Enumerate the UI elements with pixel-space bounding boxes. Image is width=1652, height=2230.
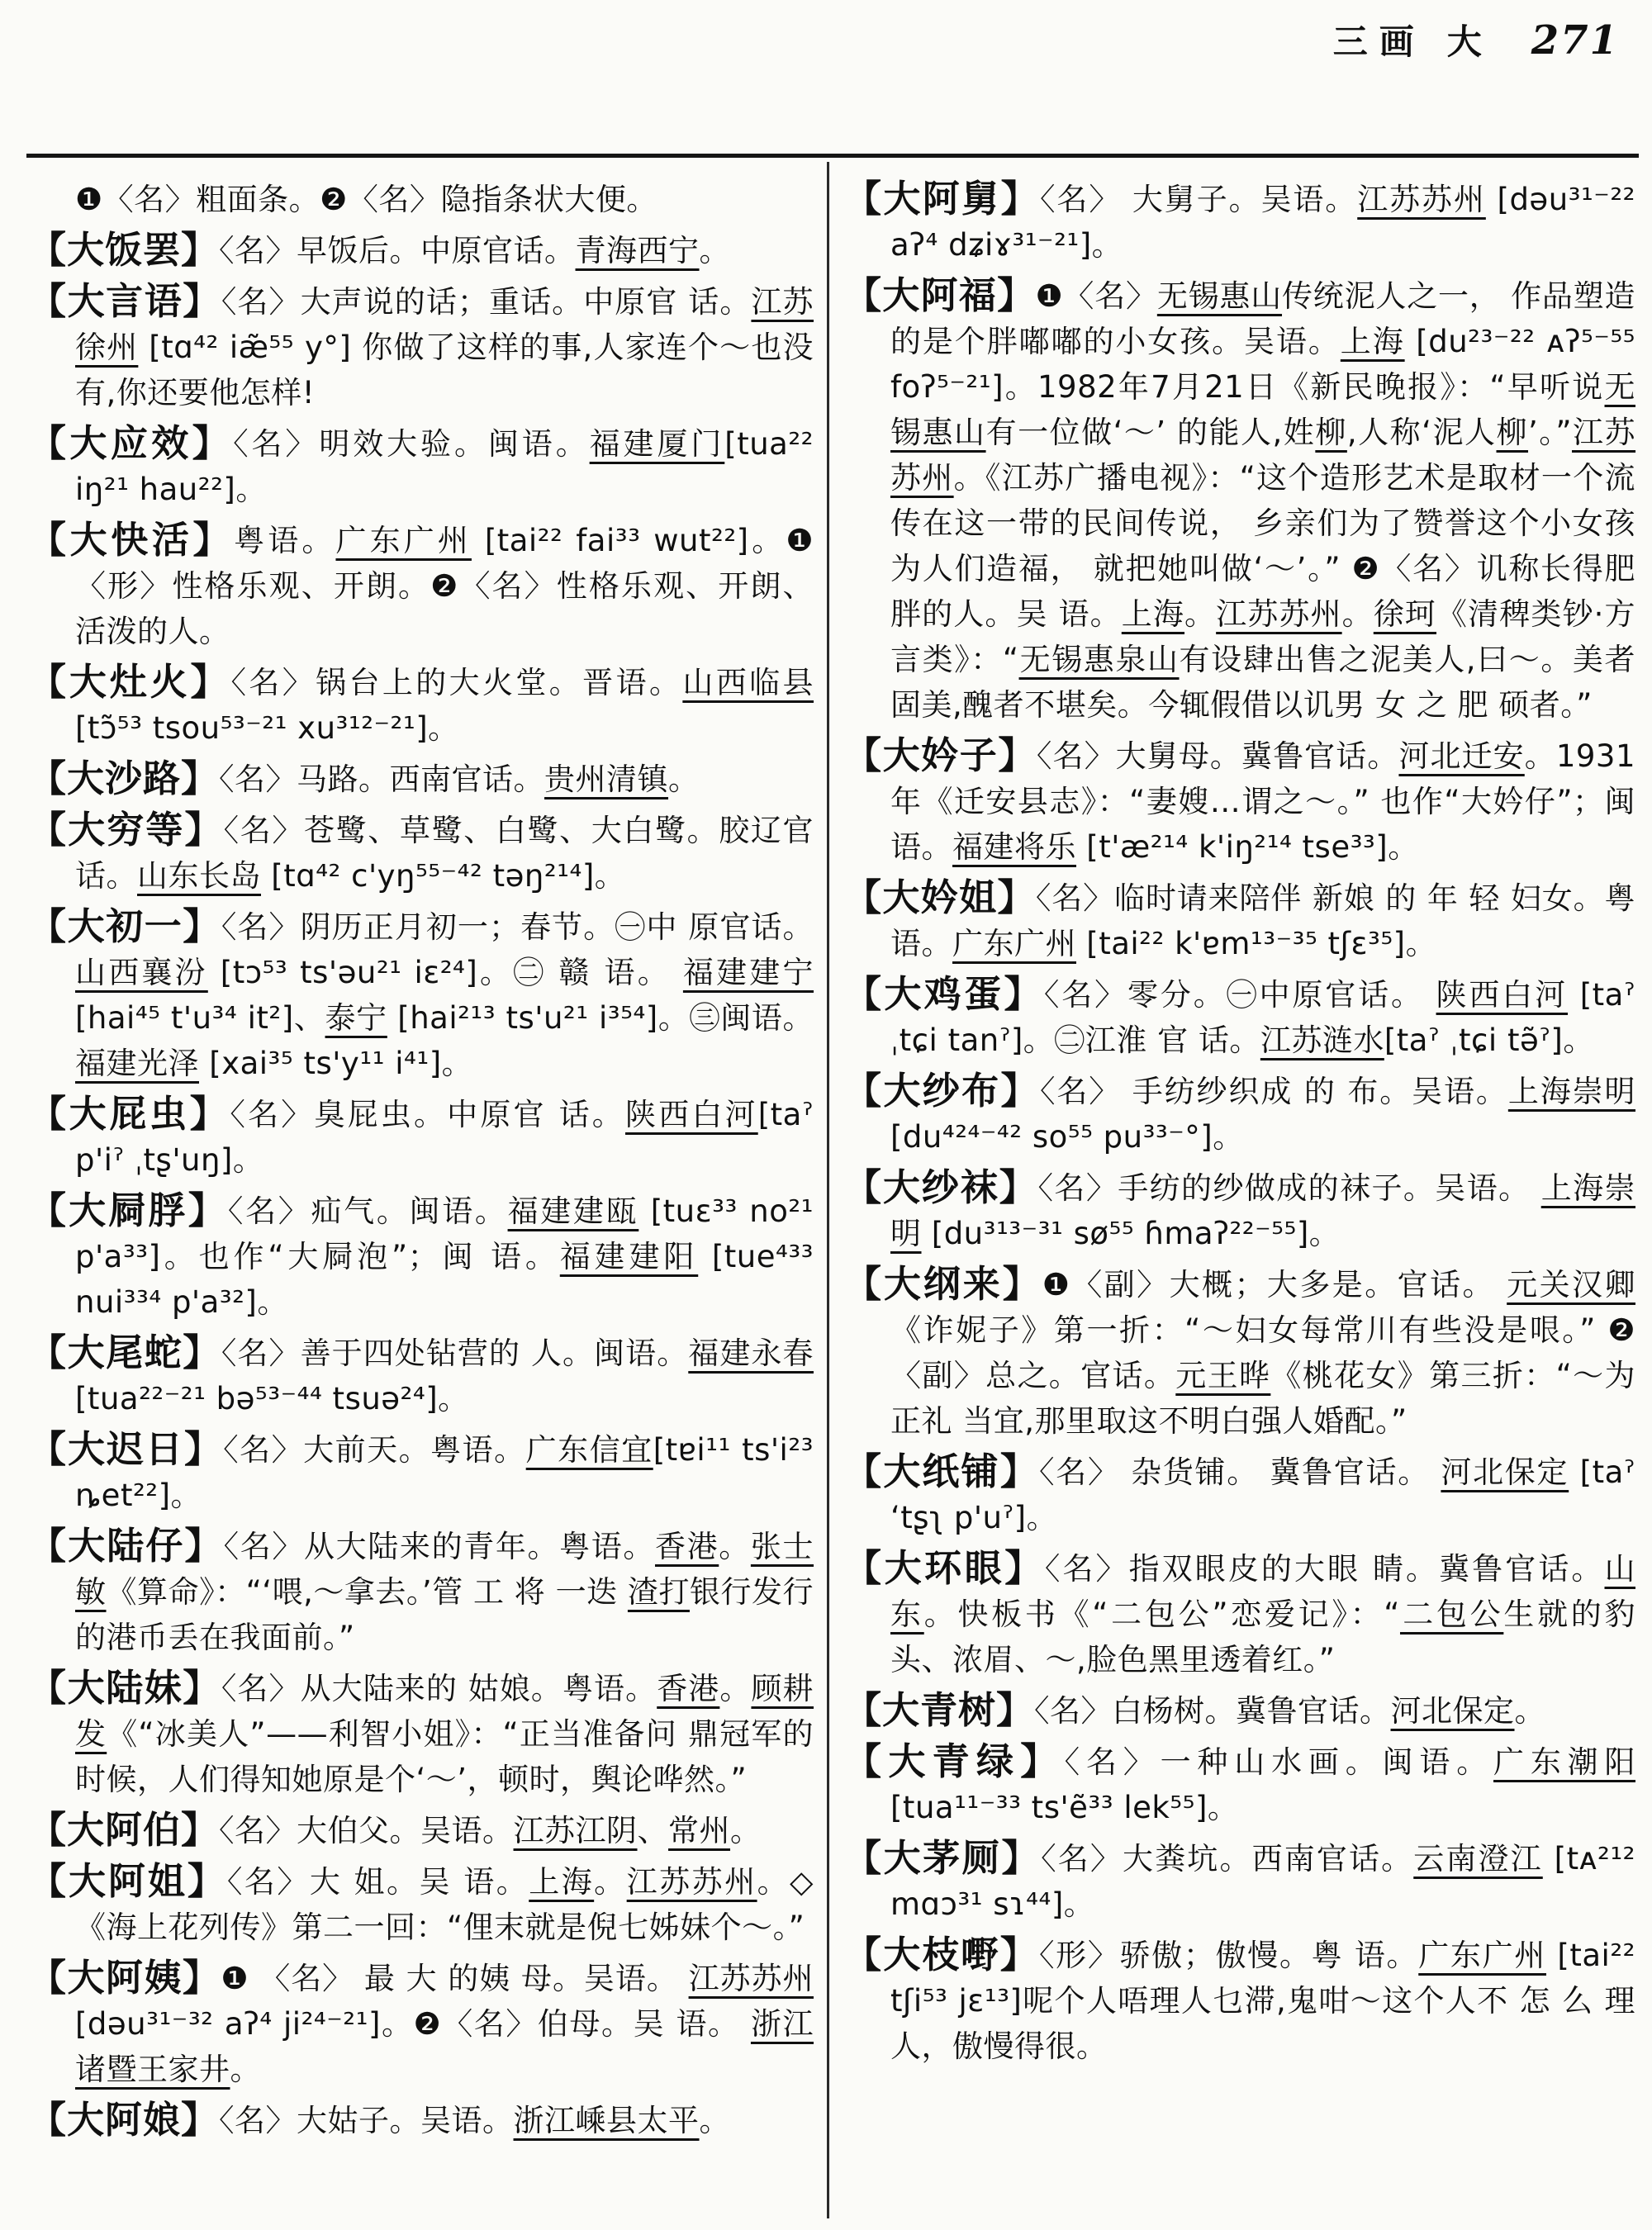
dict-entry: [29, 228, 814, 273]
entry-body: 〈名〉手纺的纱做成的袜子。吴语。 上海崇明 [du³¹³⁻³¹ sø⁵⁵ ɦmaʔ²²⁻⁵⁵]。: [890, 1170, 1635, 1251]
entry-body: 〈名〉大舅母。冀鲁官话。河北迁安。1931年《迁安县志》：“妻嫂…谓之～。” 也作“大妗仔”；闽语。福建将乐 [t'æ²¹⁴ k'iŋ²¹⁴ tse³³]。: [890, 738, 1636, 865]
entry-headword: 【大屙脬】: [29, 1189, 228, 1232]
entry-body: 〈名〉苍鹭、草鹭、白鹭、大白鹭。胶辽官话。山东长岛 [tɑ⁴² c'yŋ⁵⁵⁻⁴² təŋ²¹⁴]。: [75, 813, 814, 894]
page-header: [0, 15, 1619, 64]
dict-entry: [29, 1859, 814, 1950]
entry-body: 〈名〉疝气。闽语。福建建瓯 [tuɛ³³ no²¹ p'a³³]。也作“大屙泡”；闽 语。福建建阳 [tue⁴³³ nui³³⁴ p'a³²]。: [75, 1193, 814, 1320]
entry-headword: 【大阿福】: [844, 273, 1036, 317]
right-column: [844, 177, 1635, 2075]
entry-headword: 【大纱布】: [844, 1069, 1040, 1113]
dict-entry: [29, 808, 814, 899]
dict-entry: [844, 273, 1635, 728]
entry-body: 〈名〉早饭后。中原官话。青海西宁。: [219, 233, 731, 268]
entry-headword: 【大快活】: [29, 518, 235, 562]
dict-entry: [29, 904, 814, 1086]
entry-body: ❶〈名〉无锡惠山传统泥人之一， 作品塑造的是个胖嘟嘟的小女孩。吴语。上海 [du²³⁻²² ᴀʔ⁵⁻⁵⁵ foʔ⁵⁻²¹]。1982年7月21日《新民晚报》：“早听说无锡惠山有一位做‘～’ 的能人,姓柳,人称‘泥人柳’。”江苏苏州。《江苏广播电视》：“这个造形艺术是取材一个流传在这一带的民间传说， 乡亲们为了赞誉这个小女孩为人们造福， 就把她叫做‘～’。” ❷〈名〉讥称长得肥胖的人。吴 语。上海。江苏苏州。徐珂《清稗类钞·方言类》：“无锡惠泉山有设肆出售之泥美人,曰～。美者固美,醜者不堪矣。今辄假借以讥男 女 之 肥 硕者。”: [890, 278, 1636, 723]
entry-headword: 【大青绿】: [844, 1739, 1065, 1783]
entry-headword: 【大妗姐】: [844, 875, 1036, 919]
dict-entry: [29, 421, 814, 512]
entry-headword: 【大纸铺】: [844, 1450, 1040, 1493]
entry-body: 〈名〉阴历正月初一；春节。㊀中 原官话。山西襄汾 [tɔ⁵³ ts'əu²¹ iɛ²⁴]。㊁ 赣 语。 福建建宁 [hai⁴⁵ t'u³⁴ it²]、泰宁 [hai²¹³ ts'u²¹ i³⁵⁴]。㊂闽语。福建光泽 [xai³⁵ ts'y¹¹ i⁴¹]。: [75, 909, 814, 1081]
entry-body: ❶ 〈名〉 最 大 的姨 母。吴语。 江苏苏州 [dəu³¹⁻³² aʔ⁴ ji²⁴⁻²¹]。❷〈名〉伯母。吴 语。 浙江诸暨王家井。: [75, 1961, 814, 2087]
entry-headword: 【大陆妹】: [29, 1666, 221, 1710]
entry-body: 〈名〉大前天。粤语。广东信宜[tɐi¹¹ ts'i²³ ȵet²²]。: [75, 1432, 814, 1513]
entry-headword: 【大应效】: [29, 421, 234, 465]
dict-entry: [29, 757, 814, 802]
entry-headword: 【大穷等】: [29, 808, 224, 852]
header-section-label: 三画: [1332, 21, 1426, 62]
entry-headword: 【大茅厕】: [844, 1836, 1042, 1880]
page-number: 271: [1531, 17, 1619, 64]
dict-entry: [844, 177, 1635, 268]
header-character: 大: [1446, 21, 1482, 62]
entry-headword: 【大纲来】: [844, 1262, 1042, 1306]
entry-body: 〈形〉骄傲；傲慢。粤 语。广东广州 [tai²² tʃi⁵³ jɛ¹³]呢个人唔理人乜滞,鬼咁～这个人不 怎 么 理人，傲慢得很。: [890, 1938, 1635, 2064]
dict-entry: [844, 1933, 1635, 2069]
entry-body: ❶〈名〉粗面条。❷〈名〉隐指条状大便。: [75, 182, 657, 217]
entry-body: 〈名〉锅台上的大火堂。晋语。山西临县[tɔ̃⁵³ tsou⁵³⁻²¹ xu³¹²⁻²¹]。: [75, 665, 814, 746]
entry-headword: 【大环眼】: [844, 1546, 1045, 1590]
entry-body: 〈名〉白杨树。冀鲁官话。河北保定。: [1034, 1693, 1546, 1729]
entry-body: 〈名〉从大陆来的青年。粤语。香港。张士敏《算命》：“‘喂,～拿去。’管 工 将 一迭 渣打银行发行的港币丢在我面前。”: [75, 1529, 814, 1655]
dict-entry: [29, 1189, 814, 1325]
dict-entry: [844, 1688, 1635, 1734]
dict-entry: [29, 279, 814, 415]
entry-headword: 【大青树】: [844, 1688, 1035, 1732]
entry-body: 〈名〉一种山水画。闽语。广东潮阳[tua¹¹⁻³³ ts'ẽ³³ lek⁵⁵]。: [890, 1744, 1635, 1825]
dict-entry: [29, 1331, 814, 1421]
entry-body: 〈名〉大姑子。吴语。浙江嵊县太平。: [219, 2103, 731, 2138]
entry-headword: 【大迟日】: [29, 1427, 224, 1471]
dict-entry: [844, 972, 1635, 1063]
dict-entry: [844, 733, 1635, 870]
entry-body: 〈名〉善于四处钻营的 人。闽语。福建永春 [tua²²⁻²¹ bə⁵³⁻⁴⁴ tsuə²⁴]。: [75, 1336, 814, 1416]
entry-headword: 【大纱袜】: [844, 1165, 1038, 1209]
entry-body: 〈名〉 手纺纱织成 的 布。吴语。上海崇明 [du⁴²⁴⁻⁴² so⁵⁵ pu³³⁻°]。: [890, 1074, 1635, 1155]
dict-entry: [29, 1956, 814, 2092]
dict-entry: [29, 2098, 814, 2143]
entry-body: 〈名〉大粪坑。西南官话。云南澄江 [tᴀ²¹² mɑɔ³¹ sɿ⁴⁴]。: [890, 1841, 1635, 1922]
header-rule: [26, 154, 1639, 158]
left-column: [29, 177, 814, 2149]
dict-entry: [844, 1450, 1635, 1540]
entry-body: 〈名〉临时请来陪伴 新娘 的 年 轻 妇女。粤语。广东广州 [tai²² k'ɐm¹³⁻³⁵ tʃɛ³⁵]。: [890, 880, 1635, 961]
entry-headword: 【大阿舅】: [844, 177, 1041, 221]
dict-entry: [844, 1165, 1635, 1256]
entry-headword: 【大阿姐】: [29, 1859, 227, 1903]
entry-headword: 【大阿姨】: [29, 1956, 221, 2000]
entry-headword: 【大阿娘】: [29, 2098, 220, 2142]
dict-entry: [29, 1808, 814, 1853]
entry-body: 粤语。广东广州 [tai²² fai³³ wut²²]。❶〈形〉性格乐观、开朗。❷〈名〉性格乐观、开朗、活泼的人。: [75, 523, 814, 649]
entry-headword: 【大灶火】: [29, 660, 231, 704]
entry-headword: 【大陆仔】: [29, 1524, 224, 1568]
entry-body: 〈名〉大伯父。吴语。江苏江阴、常州。: [219, 1813, 762, 1848]
entry-body: 〈名〉从大陆来的 姑娘。粤语。香港。顾耕发《“冰美人”——利智小姐》：“正当准备问 鼎冠军的时候，人们得知她原是个‘～’，顿时，舆论哗然。”: [75, 1671, 814, 1797]
entry-headword: 【大阿伯】: [29, 1808, 220, 1852]
dict-entry: [844, 1546, 1635, 1682]
entry-body: 〈名〉马路。西南官话。贵州清镇。: [219, 762, 700, 797]
entry-body: 〈名〉 杂货铺。 冀鲁官话。 河北保定 [taˀ ‘tʂʅ p'uˀ]。: [890, 1454, 1635, 1535]
dict-entry: [844, 875, 1635, 966]
entry-headword: 【大尾蛇】: [29, 1331, 221, 1374]
entry-headword: 【大沙路】: [29, 757, 220, 800]
dict-entry: [844, 1262, 1635, 1444]
entry-body: 〈名〉指双眼皮的大眼 睛。冀鲁官话。山东。快板书《“二包公”恋爱记》：“二包公生就的豹头、浓眉、～,脸色黑里透着红。”: [890, 1551, 1636, 1677]
entry-body: 〈名〉零分。㊀中原官话。 陕西白河 [taˀ ˌtɕi tanˀ]。㊁江淮 官 话。江苏涟水[taˀ ˌtɕi tə̃ˀ]。: [890, 977, 1635, 1058]
entry-continuation: [29, 177, 814, 222]
dict-entry: [844, 1069, 1635, 1160]
entry-headword: 【大鸡蛋】: [844, 972, 1044, 1016]
entry-headword: 【大饭罢】: [29, 228, 220, 272]
entry-headword: 【大言语】: [29, 279, 221, 323]
entry-body: 〈名〉 大舅子。吴语。江苏苏州 [dəu³¹⁻²² aʔ⁴ dʑiɤ³¹⁻²¹]。: [890, 182, 1636, 263]
dict-entry: [29, 660, 814, 751]
entry-body: 〈名〉明效大验。闽语。福建厦门[tua²² iŋ²¹ hau²²]。: [75, 426, 814, 507]
column-divider: [827, 162, 829, 2218]
entry-body: 〈名〉大声说的话；重话。中原官 话。江苏徐州 [tɑ⁴² iæ̃⁵⁵ y°] 你做了这样的事,人家连个～也没有,你还要他怎样!: [75, 284, 814, 410]
dict-entry: [29, 1427, 814, 1518]
dict-entry: [29, 1092, 814, 1183]
entry-body: ❶〈副〉大概；大多是。官话。 元关汉卿《诈妮子》第一折：“～妇女每常川有些没是哏。” ❷ 〈副〉总之。官话。元王晔《桃花女》第三折：“～为正礼 当宜,那里取这不明白强人婚配。”: [890, 1267, 1636, 1439]
entry-headword: 【大屁虫】: [29, 1092, 230, 1136]
dict-entry: [844, 1739, 1635, 1830]
dict-entry: [29, 1666, 814, 1802]
entry-headword: 【大枝嘢】: [844, 1933, 1039, 1976]
dict-entry: [29, 1524, 814, 1660]
entry-headword: 【大妗子】: [844, 733, 1037, 777]
entry-body: 〈名〉大 姐。吴 语。上海。江苏苏州。◇《海上花列传》第二一回：“俚末就是倪七姊妹个～。”: [75, 1864, 814, 1945]
entry-headword: 【大初一】: [29, 904, 221, 948]
entry-body: 〈名〉臭屁虫。中原官 话。陕西白河[taˀ p'iˀ ˌtʂ'uŋ]。: [75, 1097, 814, 1178]
dict-entry: [29, 518, 814, 654]
dict-entry: [844, 1836, 1635, 1927]
